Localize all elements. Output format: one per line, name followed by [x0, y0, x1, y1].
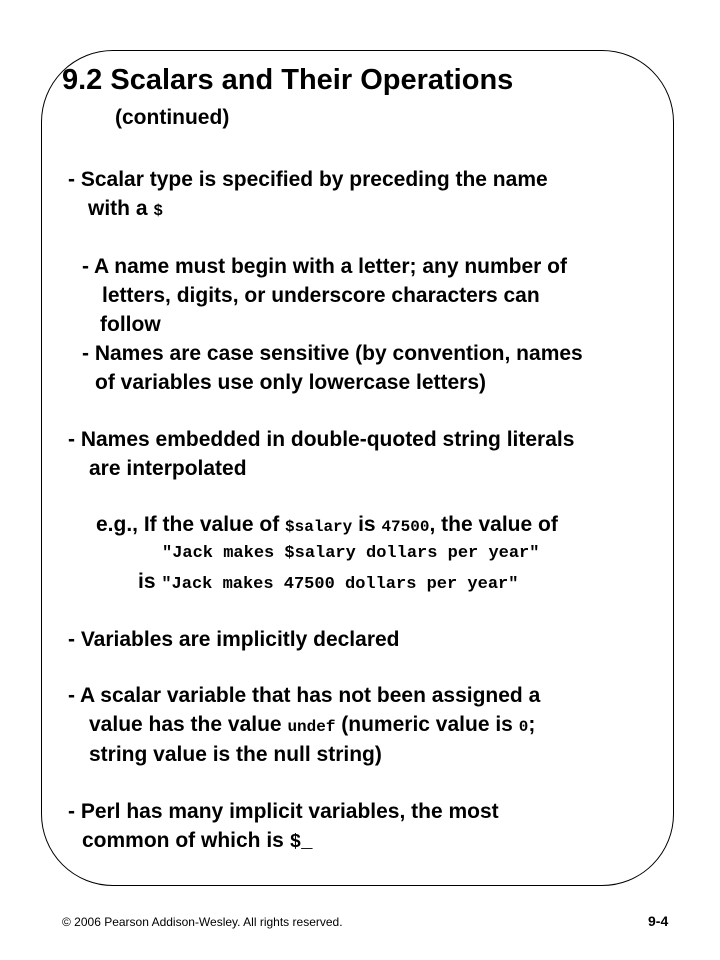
bullet-scalar-type-line-2 [88, 197, 163, 221]
bullet-implicit-variables-line-2 [82, 829, 313, 853]
example-line-3 [138, 570, 518, 594]
bullet-undef-line-2 [89, 713, 535, 737]
slide-subtitle: (continued) [115, 106, 230, 129]
dollar-sign-code: $ [153, 202, 163, 220]
example-prefix: e.g., If the value of [96, 513, 286, 536]
undef-text-b: (numeric value is [335, 713, 519, 736]
sub-bullet-name-rule-line-3: follow [100, 313, 161, 336]
bullet-scalar-type-text: with a [88, 197, 154, 220]
undef-text-c: ; [528, 713, 536, 736]
example-string-template: "Jack makes $salary dollars per year" [162, 544, 540, 563]
zero-code: 0 [518, 718, 529, 736]
bullet-implicit-declaration: - Variables are implicitly declared [68, 628, 400, 651]
salary-value-code: 47500 [381, 518, 430, 536]
slide-title: 9.2 Scalars and Their Operations [62, 64, 514, 96]
sub-bullet-case-sensitive-line-2: of variables use only lowercase letters) [95, 371, 487, 394]
default-variable-code: $_ [289, 831, 313, 853]
example-string-result: "Jack makes 47500 dollars per year" [161, 575, 519, 594]
salary-variable-code: $salary [285, 518, 353, 536]
bullet-interpolation-line-2: are interpolated [89, 457, 247, 480]
example-line-1 [96, 513, 558, 537]
bullet-undef-line-1: - A scalar variable that has not been assigned a [68, 684, 541, 707]
undef-text-a: value has the value [89, 713, 288, 736]
example-is-text: is [352, 513, 382, 536]
copyright-footer: © 2006 Pearson Addison-Wesley. All rights reserved. [62, 915, 343, 929]
sub-bullet-name-rule-line-1: - A name must begin with a letter; any number of [82, 255, 567, 278]
bullet-implicit-variables-line-1: - Perl has many implicit variables, the most [68, 800, 499, 823]
implicit-variables-text: common of which is [82, 829, 290, 852]
undef-code: undef [287, 718, 336, 736]
sub-bullet-name-rule-line-2: letters, digits, or underscore characters can [102, 284, 540, 307]
example-is-word: is [138, 570, 156, 593]
bullet-interpolation-line-1: - Names embedded in double-quoted string literals [68, 428, 575, 451]
bullet-undef-line-3: string value is the null string) [89, 743, 382, 766]
example-suffix: , the value of [429, 513, 558, 536]
sub-bullet-case-sensitive-line-1: - Names are case sensitive (by convention, names [82, 342, 583, 365]
bullet-scalar-type-line-1: - Scalar type is specified by preceding the name [68, 168, 548, 191]
page-number: 9-4 [648, 913, 669, 929]
